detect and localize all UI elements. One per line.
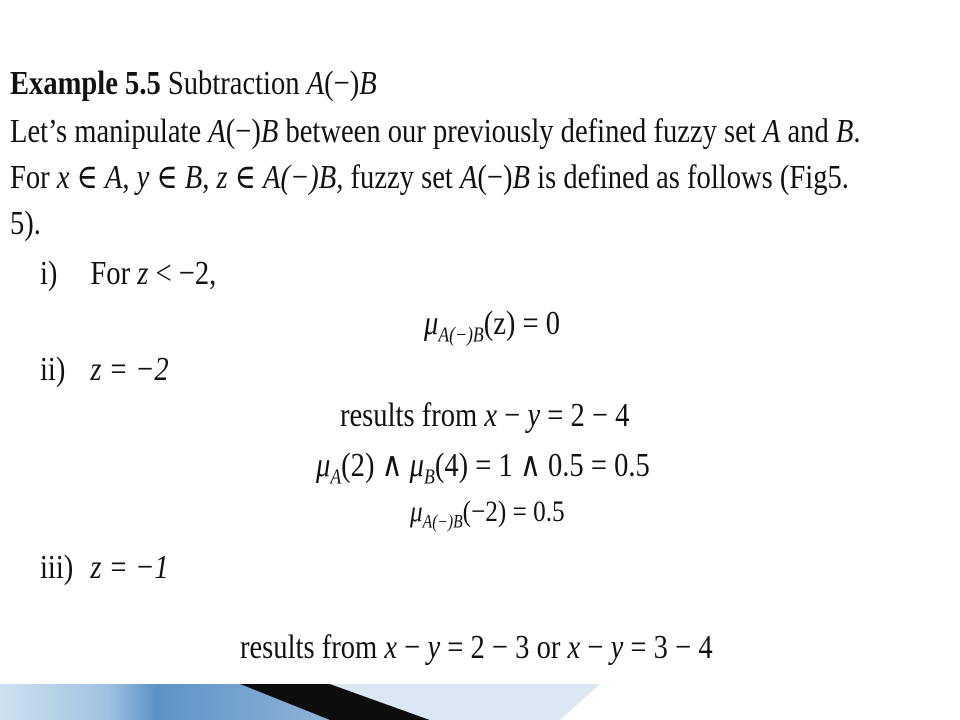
case-2 xyxy=(40,350,169,390)
text: results from xyxy=(340,397,485,434)
example-number: Example 5.5 xyxy=(10,65,161,102)
case-label: iii) xyxy=(40,549,74,586)
var-y: y xyxy=(527,397,541,434)
text: ∈ xyxy=(69,159,105,196)
set-a: A xyxy=(306,65,325,102)
case-1 xyxy=(40,254,216,294)
subscript: A xyxy=(330,464,342,489)
paragraph-line-1 xyxy=(10,112,860,152)
text: , xyxy=(122,159,137,196)
text: , xyxy=(336,159,344,196)
set-a: A xyxy=(762,113,781,150)
var-x: x xyxy=(384,629,398,666)
text: = 3 − 4 xyxy=(623,629,713,666)
var-x: x xyxy=(567,629,581,666)
subscript: B xyxy=(424,464,435,489)
text: (2) ∧ xyxy=(341,447,410,484)
text: is defined as follows (Fig5. xyxy=(530,159,849,196)
var-y: y xyxy=(427,629,441,666)
equation-4 xyxy=(410,492,565,543)
operator: (−) xyxy=(324,65,360,102)
var-z: z xyxy=(216,159,228,196)
text: − xyxy=(580,629,611,666)
case-label: i) xyxy=(40,255,58,292)
decorative-bottom-band xyxy=(0,680,960,720)
var-y: y xyxy=(136,159,150,196)
operator: (−) xyxy=(477,159,513,196)
set-a: A xyxy=(459,159,478,196)
text: ∈ xyxy=(149,159,185,196)
text: < −2, xyxy=(148,255,217,292)
equation-1 xyxy=(424,304,560,354)
var-y: y xyxy=(610,629,624,666)
mu-symbol: μ xyxy=(409,447,425,484)
set-b: B xyxy=(318,159,337,196)
set-a: A xyxy=(208,113,226,150)
set-a: A xyxy=(104,159,123,196)
text: ∈ xyxy=(227,159,264,196)
text: between our previously defined fuzzy set xyxy=(278,113,763,150)
equation-2 xyxy=(340,396,629,436)
text: = 2 − 4 xyxy=(540,397,630,434)
text: (−2) = 0.5 xyxy=(462,495,565,528)
set-b: B xyxy=(835,113,854,150)
case-label: ii) xyxy=(40,351,66,388)
case-expression: z = −1 xyxy=(90,549,169,586)
text: (4) = 1 ∧ 0.5 = 0.5 xyxy=(434,447,650,484)
set-b: B xyxy=(359,65,377,102)
text: = 2 − 3 or xyxy=(440,629,568,666)
case-3 xyxy=(40,548,169,588)
case-expression: z = −2 xyxy=(90,351,169,388)
equation-5 xyxy=(240,628,713,668)
paragraph-line-2 xyxy=(10,158,849,198)
title-text: Subtraction xyxy=(160,65,307,102)
text: fuzzy set xyxy=(343,159,460,196)
text: − xyxy=(497,397,528,434)
text: − xyxy=(397,629,428,666)
set-b: B xyxy=(512,159,531,196)
var-x: x xyxy=(484,397,498,434)
var-z: z xyxy=(137,255,149,292)
mu-symbol: μ xyxy=(410,495,423,528)
subscript: A(−)B xyxy=(422,511,463,533)
text: , xyxy=(202,159,217,196)
text: For xyxy=(10,159,57,196)
paragraph-line-3: 5). xyxy=(10,205,41,242)
text: Let’s manipulate xyxy=(10,113,209,150)
text: For xyxy=(90,255,138,292)
operator: (−) xyxy=(280,159,319,196)
subscript: A(−)B xyxy=(438,322,484,347)
set-b: B xyxy=(184,159,203,196)
text: results from xyxy=(240,629,385,666)
set-b: B xyxy=(260,113,279,150)
text: and xyxy=(780,113,836,150)
example-title xyxy=(10,64,377,104)
mu-symbol: μ xyxy=(424,305,439,342)
set-a: A xyxy=(263,159,281,196)
text: (z) = 0 xyxy=(483,305,561,342)
text: . xyxy=(853,113,861,150)
equation-3 xyxy=(316,446,650,496)
operator: (−) xyxy=(225,113,261,150)
var-x: x xyxy=(56,159,70,196)
mu-symbol: μ xyxy=(316,447,331,484)
